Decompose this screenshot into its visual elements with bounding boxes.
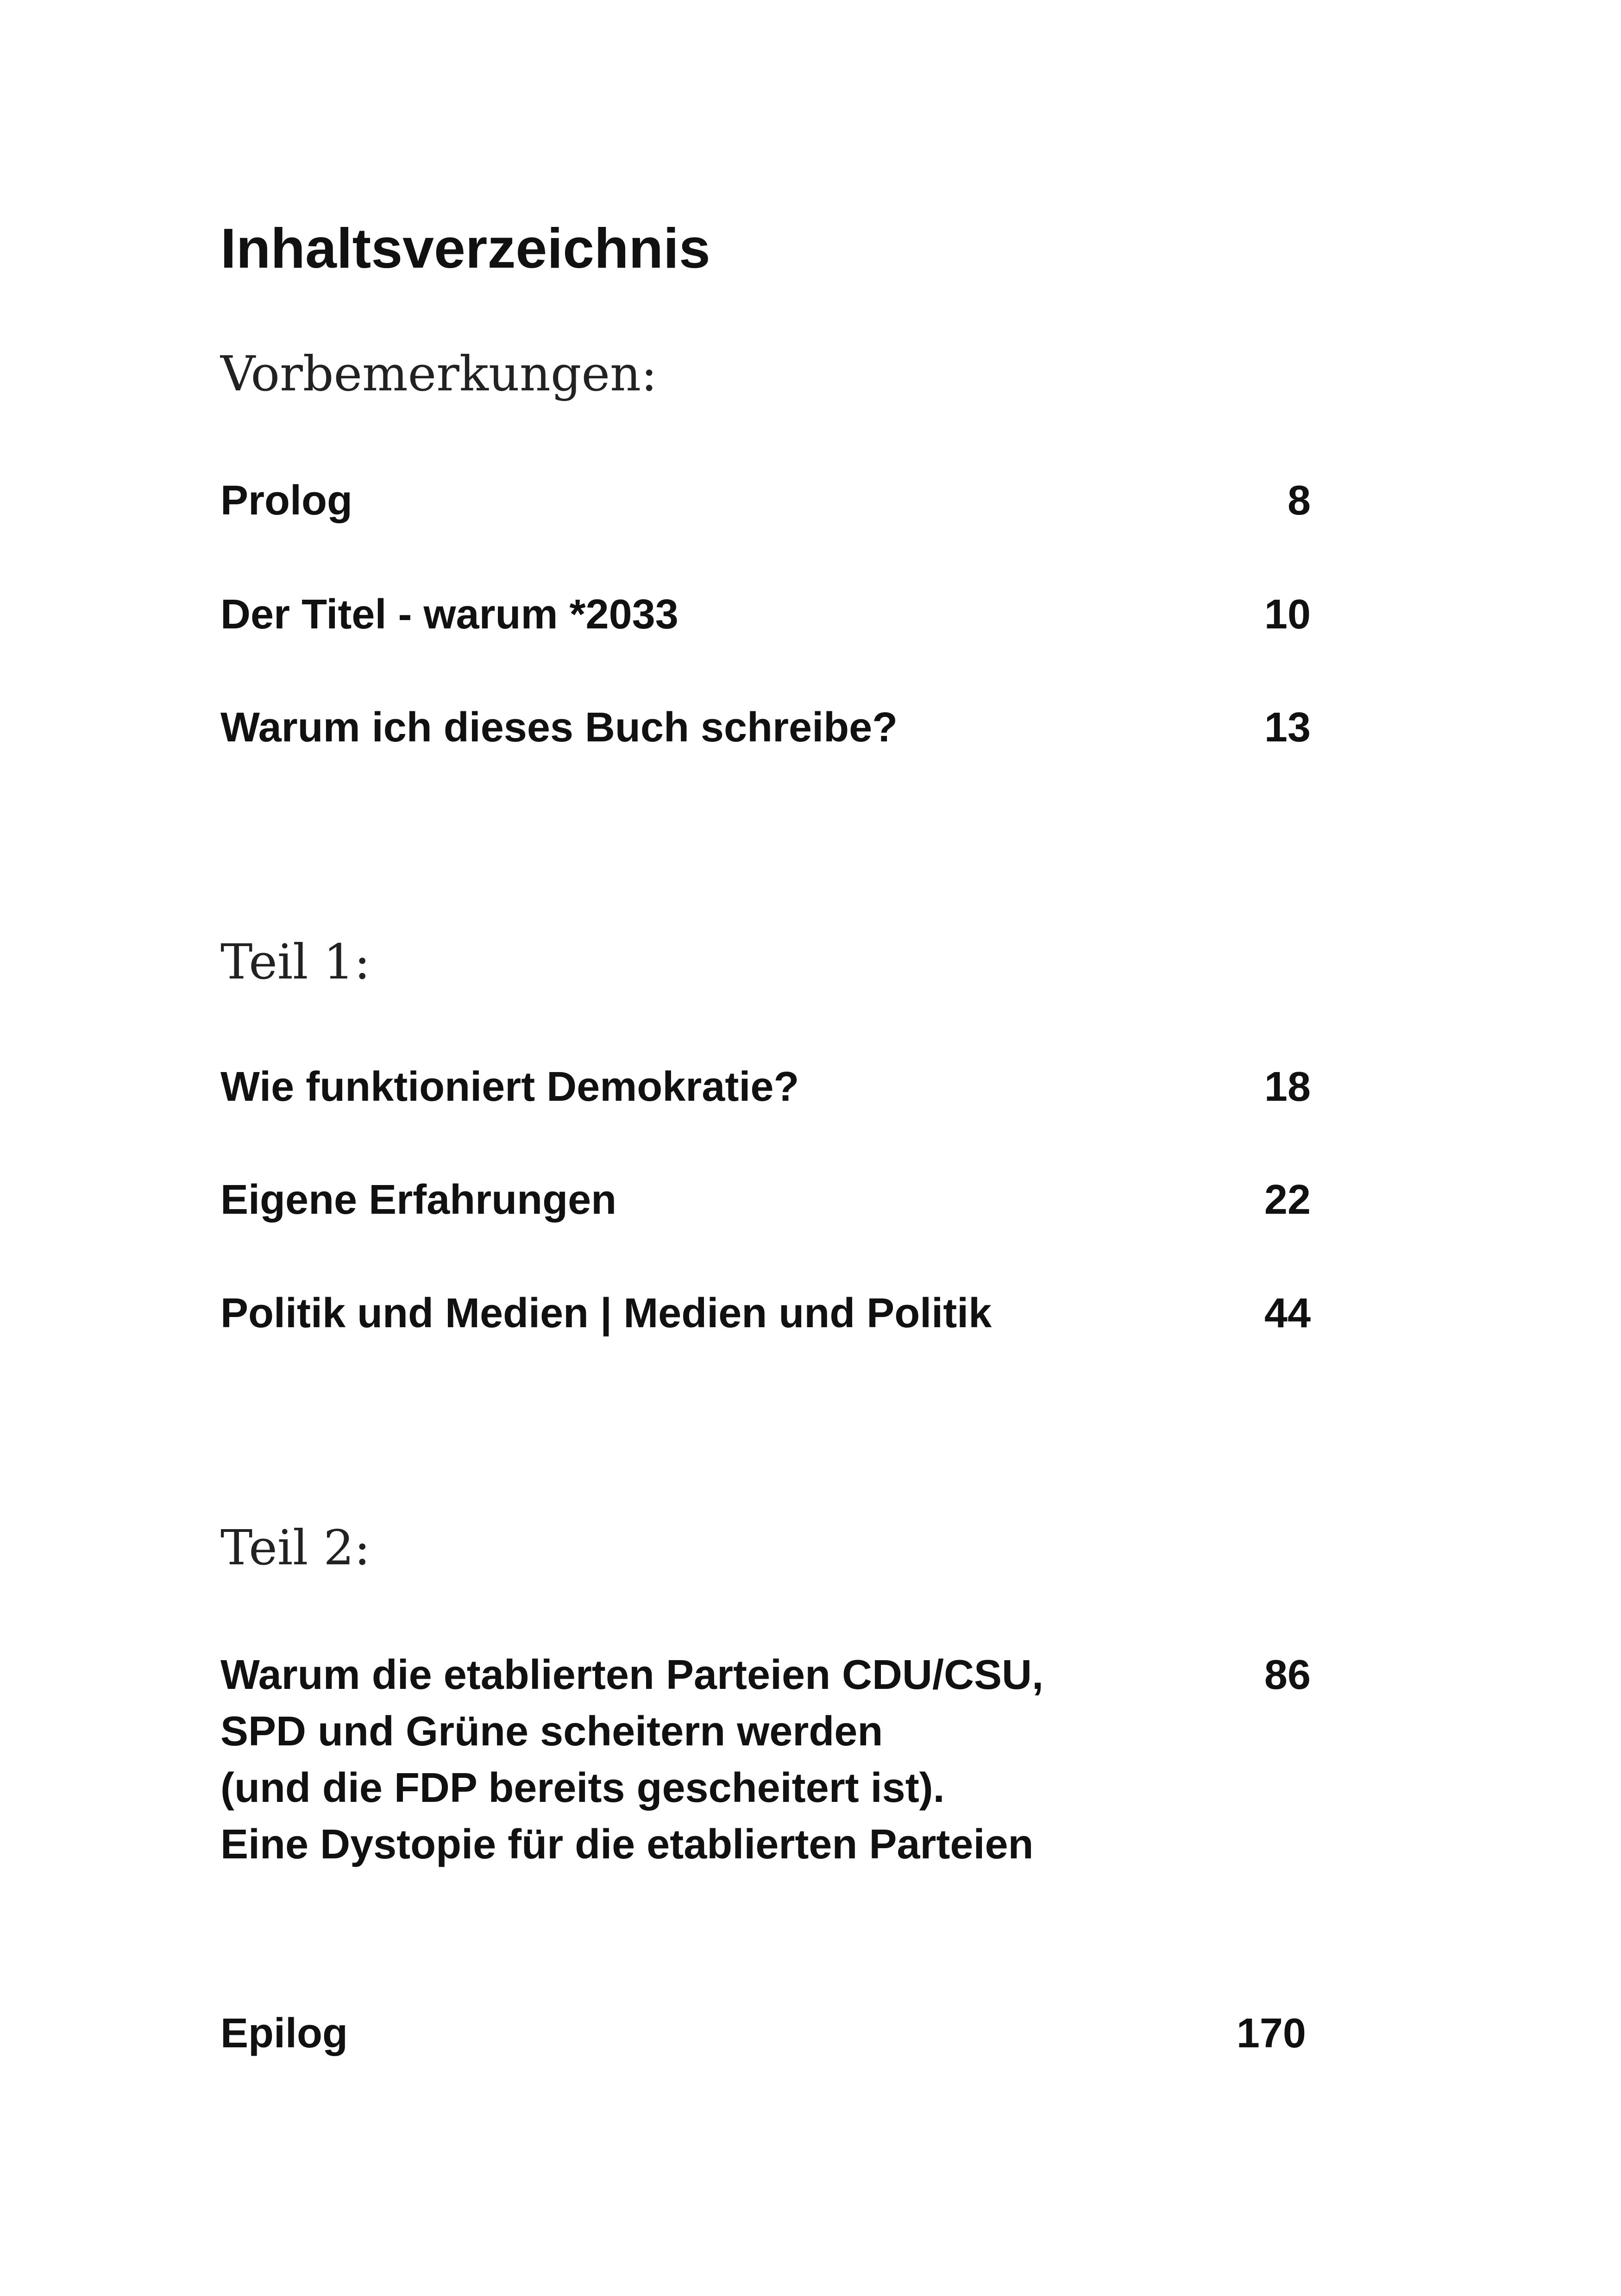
toc-entry-page: 10: [1264, 591, 1311, 638]
section-label-teil-1: Teil 1:: [220, 934, 371, 990]
toc-entry-page: 13: [1264, 704, 1311, 751]
toc-entry-title-line: SPD und Grüne scheitern werden: [220, 1708, 883, 1755]
toc-entry-title: Wie funktioniert Demokratie?: [220, 1064, 799, 1110]
toc-entry-title: Eigene Erfahrungen: [220, 1177, 617, 1223]
section-label-teil-2: Teil 2:: [220, 1519, 371, 1576]
section-label-vorbemerkungen: Vorbemerkungen:: [220, 345, 658, 402]
toc-entry-title-epilog: Epilog: [220, 2010, 348, 2057]
toc-entry-title: Der Titel - warum *2033: [220, 591, 679, 638]
page-title: Inhaltsverzeichnis: [220, 217, 710, 280]
toc-entry-page-epilog: 170: [1236, 2010, 1306, 2057]
toc-entry-page: 8: [1287, 477, 1311, 524]
toc-entry-page: 22: [1264, 1177, 1311, 1223]
toc-entry-page: 18: [1264, 1064, 1311, 1110]
toc-entry-title: Politik und Medien | Medien und Politik: [220, 1290, 992, 1336]
toc-entry-title: Prolog: [220, 477, 352, 524]
toc-entry-title-multiline: [220, 1647, 1043, 1873]
toc-entry-title-line: (und die FDP bereits gescheitert ist).: [220, 1765, 945, 1811]
toc-entry-page: 44: [1264, 1290, 1311, 1336]
toc-entry-page: 86: [1264, 1652, 1311, 1698]
toc-entry-title: Warum ich dieses Buch schreibe?: [220, 704, 898, 751]
toc-entry-title-line: Warum die etablierten Parteien CDU/CSU,: [220, 1652, 1044, 1698]
toc-entry-title-line: Eine Dystopie für die etablierten Parteien: [220, 1821, 1034, 1868]
